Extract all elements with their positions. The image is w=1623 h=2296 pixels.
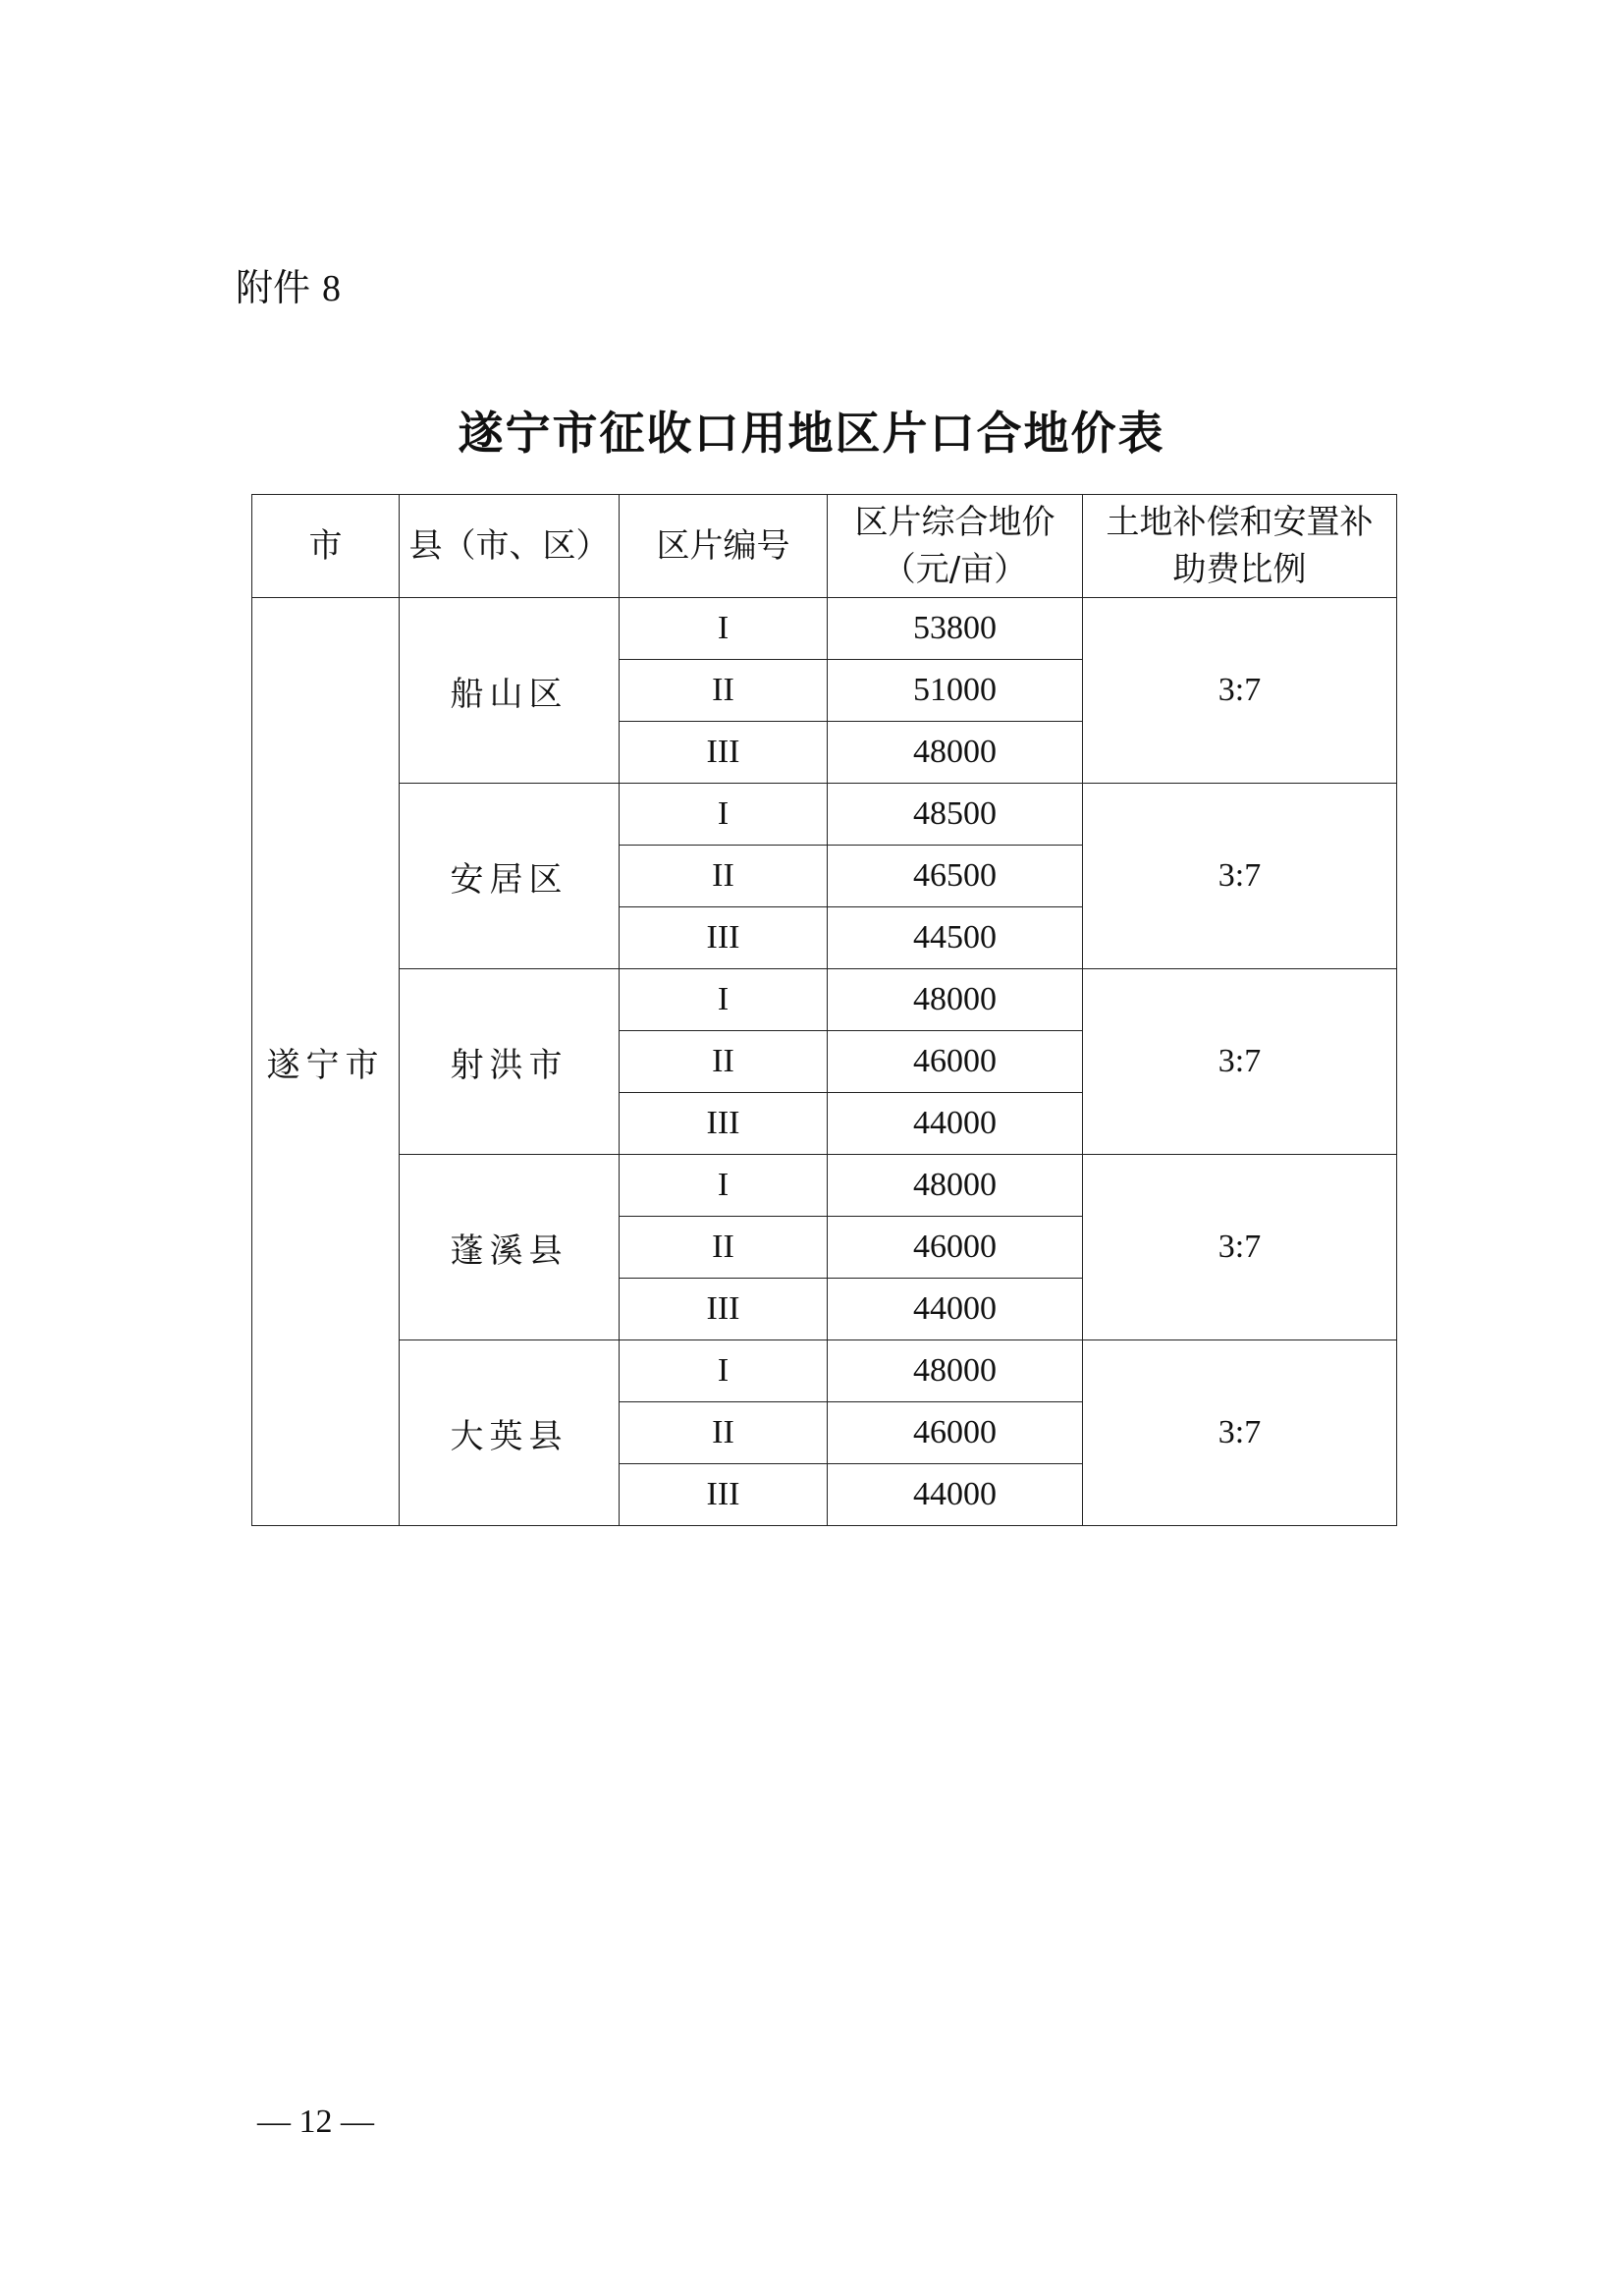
header-price-line1: 区片综合地价 [854, 503, 1055, 542]
zone-cell: II [620, 1031, 828, 1093]
table-row [252, 598, 1397, 660]
header-county: 县（市、区） [400, 495, 620, 598]
price-cell: 51000 [828, 660, 1083, 722]
zone-cell: II [620, 1402, 828, 1464]
zone-cell: I [620, 598, 828, 660]
price-cell: 48000 [828, 722, 1083, 784]
price-cell: 48000 [828, 969, 1083, 1031]
table-row [252, 1155, 1397, 1217]
page-number: — 12 — [257, 2104, 374, 2140]
header-price-line2: （元/亩） [882, 550, 1028, 589]
land-price-table [251, 494, 1397, 1526]
county-cell: 船山区 [400, 598, 620, 784]
zone-cell: III [620, 722, 828, 784]
zone-cell: III [620, 1464, 828, 1526]
county-cell: 大英县 [400, 1340, 620, 1526]
price-cell: 48000 [828, 1155, 1083, 1217]
ratio-cell: 3:7 [1083, 1340, 1397, 1526]
attachment-label [236, 257, 341, 311]
table-header-row [252, 495, 1397, 598]
price-cell: 46000 [828, 1031, 1083, 1093]
header-ratio-line1: 土地补偿和安置补 [1106, 503, 1374, 542]
table-row [252, 784, 1397, 846]
header-price [828, 495, 1083, 598]
zone-cell: I [620, 784, 828, 846]
table-row [252, 1340, 1397, 1402]
zone-cell: III [620, 1093, 828, 1155]
attachment-number: 8 [322, 268, 342, 309]
zone-cell: III [620, 1279, 828, 1340]
zone-cell: III [620, 907, 828, 969]
ratio-cell: 3:7 [1083, 598, 1397, 784]
header-zone-code: 区片编号 [620, 495, 828, 598]
ratio-cell: 3:7 [1083, 969, 1397, 1155]
price-cell: 44000 [828, 1464, 1083, 1526]
zone-cell: II [620, 660, 828, 722]
ratio-cell: 3:7 [1083, 1155, 1397, 1340]
header-ratio [1083, 495, 1397, 598]
zone-cell: I [620, 1340, 828, 1402]
city-cell: 遂宁市 [252, 598, 400, 1526]
county-cell: 安居区 [400, 784, 620, 969]
ratio-cell: 3:7 [1083, 784, 1397, 969]
price-cell: 48000 [828, 1340, 1083, 1402]
zone-cell: I [620, 969, 828, 1031]
document-title: 遂宁市征收口用地区片口合地价表 [458, 407, 1165, 460]
header-ratio-line2: 助费比例 [1172, 550, 1307, 589]
attachment-text: 附件 [236, 266, 311, 309]
zone-cell: II [620, 1217, 828, 1279]
price-cell: 46000 [828, 1217, 1083, 1279]
price-cell: 44000 [828, 1279, 1083, 1340]
county-cell: 射洪市 [400, 969, 620, 1155]
county-cell: 蓬溪县 [400, 1155, 620, 1340]
zone-cell: II [620, 846, 828, 907]
price-cell: 53800 [828, 598, 1083, 660]
header-city: 市 [252, 495, 400, 598]
price-cell: 44500 [828, 907, 1083, 969]
price-cell: 48500 [828, 784, 1083, 846]
zone-cell: I [620, 1155, 828, 1217]
price-cell: 44000 [828, 1093, 1083, 1155]
price-cell: 46000 [828, 1402, 1083, 1464]
table-row [252, 969, 1397, 1031]
price-cell: 46500 [828, 846, 1083, 907]
